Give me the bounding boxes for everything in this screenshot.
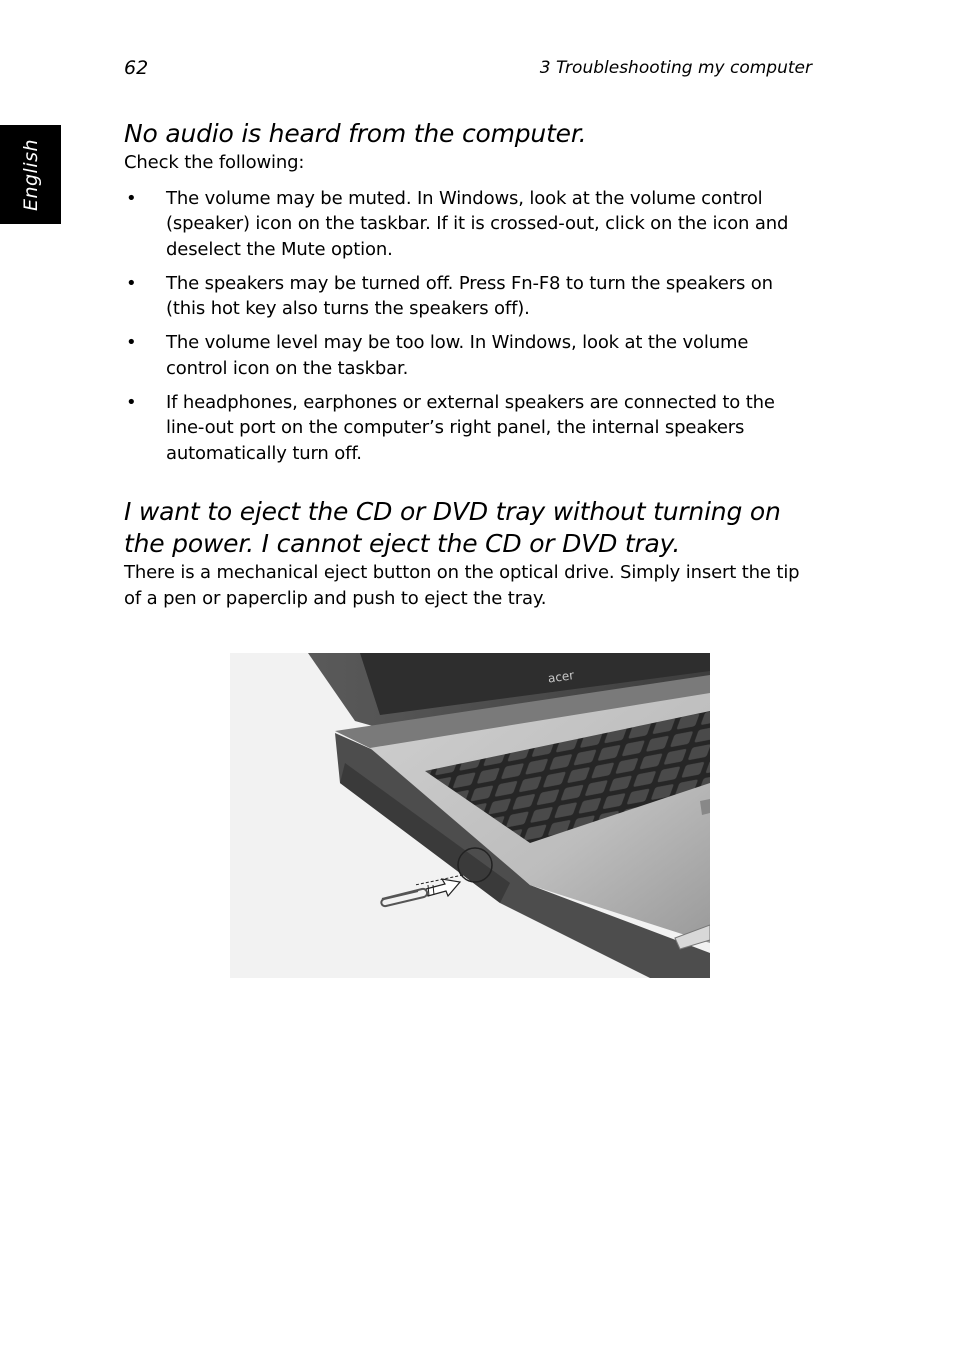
- laptop-icon: [230, 653, 710, 978]
- laptop-illustration: [230, 653, 710, 978]
- logo: acer: [547, 668, 575, 686]
- main-content: [124, 118, 814, 611]
- bullet: •: [126, 332, 137, 353]
- chapter-title: 3 Troubleshooting my computer: [539, 58, 812, 78]
- section-title-no-audio: No audio is heard from the computer.: [124, 119, 587, 148]
- language-tab: [0, 125, 61, 224]
- list-item-text: The volume level may be too low. In Windows, look at the volume control icon on the taskbar.: [166, 332, 749, 379]
- list-item-text: If headphones, earphones or external speakers are connected to the line-out port on the computer’s right panel, the internal speakers automatically turn off.: [166, 391, 775, 464]
- list-item: [124, 330, 814, 381]
- bullet: •: [126, 272, 137, 294]
- language-tab-label: English: [19, 138, 42, 211]
- checklist: [124, 186, 814, 467]
- bullet: •: [126, 187, 137, 209]
- section-title-eject-tray: I want to eject the CD or DVD tray without turning on the power. I cannot eject the CD or DVD tray.: [124, 497, 781, 558]
- list-item: [124, 390, 814, 467]
- list-item: [124, 271, 814, 322]
- list-item: [124, 186, 814, 263]
- section-body: There is a mechanical eject button on the optical drive. Simply insert the tip of a pen or paperclip and push to eject the tray.: [124, 562, 800, 609]
- bullet: •: [126, 391, 137, 413]
- list-item-text: The speakers may be turned off. Press: [166, 272, 512, 294]
- section-intro: Check the following:: [124, 152, 305, 173]
- list-item-text: The volume may be muted. In Windows, look at the volume control (speaker) icon on the taskbar. If it is crossed-out, click on the icon and deselect the Mute option.: [166, 187, 789, 260]
- hotkey-label: Fn-F8: [511, 272, 561, 294]
- page-number: 62: [124, 57, 149, 79]
- list-item-text: to turn the speakers on (this hot key also turns the speakers off).: [166, 272, 773, 319]
